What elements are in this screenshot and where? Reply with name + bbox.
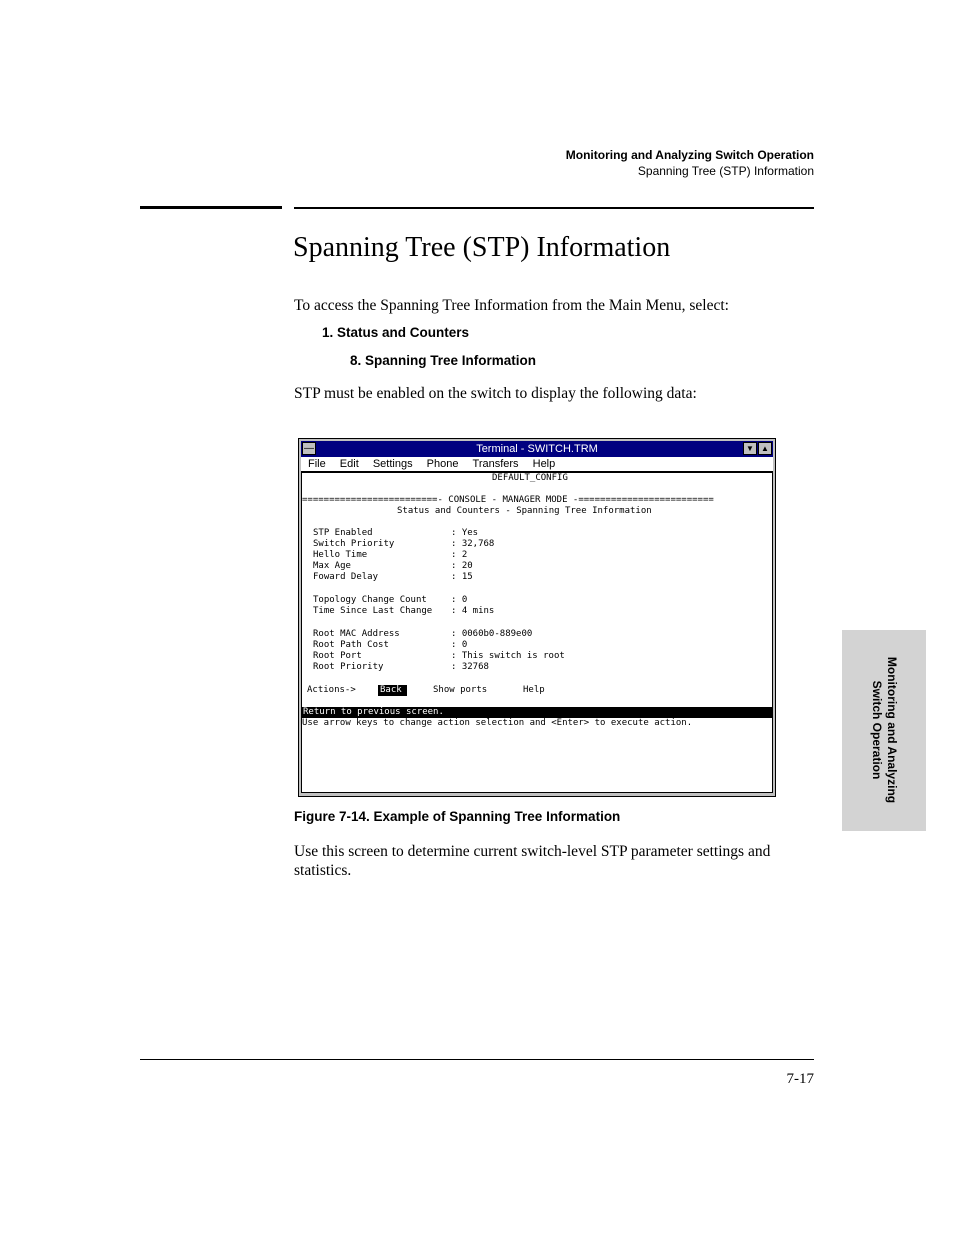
field-value: : 15 (451, 572, 473, 582)
field-label: Max Age (313, 561, 351, 571)
menu-transfers[interactable]: Transfers (472, 458, 519, 470)
closing-paragraph: Use this screen to determine current switch-level STP parameter settings and statistics. (294, 843, 771, 879)
running-header-section: Spanning Tree (STP) Information (637, 164, 814, 178)
field-label: Root MAC Address (313, 629, 400, 639)
menu-file[interactable]: File (308, 458, 326, 470)
field-value: : 32,768 (451, 539, 495, 549)
field-value: : 32768 (451, 662, 489, 672)
menu-phone[interactable]: Phone (426, 458, 459, 470)
field-value: : 20 (451, 561, 473, 571)
menu-step-2: 8. Spanning Tree Information (350, 353, 537, 368)
menu-help[interactable]: Help (532, 458, 556, 470)
side-tab-line-1: Monitoring and Analyzing (885, 656, 899, 804)
terminal-title: Terminal - SWITCH.TRM (476, 443, 598, 455)
action-back[interactable]: Back (378, 685, 407, 696)
field-value: : This switch is root (451, 651, 565, 661)
field-value: : 0 (451, 595, 468, 605)
minimize-icon[interactable]: ▼ (743, 442, 757, 455)
actions-label: Actions-> (307, 685, 356, 695)
hint-line: Use arrow keys to change action selection and <Enter> to execute action. (302, 718, 693, 728)
field-label: STP Enabled (313, 528, 373, 538)
field-value: : Yes (451, 528, 479, 538)
field-value: : 2 (451, 550, 468, 560)
terminal-menu-bar (301, 457, 773, 472)
action-help[interactable]: Help (523, 685, 545, 695)
header-rule-right (294, 207, 814, 209)
system-menu-icon[interactable]: — (304, 443, 314, 454)
action-show-ports[interactable]: Show ports (433, 685, 488, 695)
field-label: Hello Time (313, 550, 368, 560)
field-value: : 0060b0-889e00 (451, 629, 533, 639)
terminal-screen (301, 472, 773, 793)
field-label: Foward Delay (313, 572, 379, 582)
page-title: Spanning Tree (STP) Information (293, 232, 671, 263)
side-tab-text (869, 635, 899, 825)
field-label: Time Since Last Change (313, 606, 433, 616)
menu-edit[interactable]: Edit (339, 458, 359, 470)
field-label: Topology Change Count (313, 595, 427, 605)
intro-paragraph: To access the Spanning Tree Information from the Main Menu, select: (294, 297, 729, 314)
field-label: Root Priority (313, 662, 384, 672)
page-number: 7-17 (786, 1071, 814, 1087)
maximize-icon[interactable]: ▲ (758, 442, 772, 455)
footer-rule (140, 1059, 814, 1060)
field-label: Root Path Cost (313, 640, 389, 650)
stp-note-paragraph: STP must be enabled on the switch to display the following data: (294, 385, 697, 402)
field-value: : 0 (451, 640, 468, 650)
field-label: Switch Priority (313, 539, 395, 549)
field-label: Root Port (313, 651, 362, 661)
status-line: Return to previous screen. (302, 707, 772, 718)
screen-title: Status and Counters - Spanning Tree Information (397, 506, 652, 516)
terminal-window (298, 438, 776, 797)
mode-banner: =========================- CONSOLE - MANAGER MODE -========================= (302, 495, 714, 505)
terminal-title-bar (301, 441, 773, 457)
menu-settings[interactable]: Settings (372, 458, 413, 470)
field-value: : 4 mins (451, 606, 495, 616)
side-tab-line-2: Switch Operation (870, 680, 884, 780)
header-rule-left (140, 206, 282, 209)
menu-step-1: 1. Status and Counters (322, 325, 470, 340)
running-header-chapter: Monitoring and Analyzing Switch Operation (565, 148, 814, 162)
config-name: DEFAULT_CONFIG (492, 473, 568, 483)
chapter-side-tab (842, 630, 926, 831)
figure-caption: Figure 7-14. Example of Spanning Tree Information (294, 809, 621, 824)
